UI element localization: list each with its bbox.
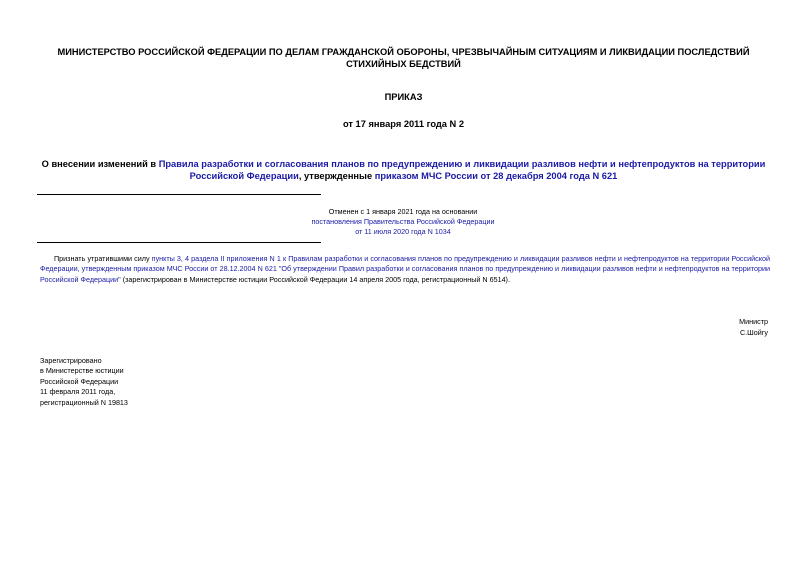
cancellation-text: Отменен с 1 января 2021 года на основании xyxy=(328,207,478,216)
cancellation-note xyxy=(203,207,603,237)
subject-middle: , утвержденные xyxy=(298,171,375,181)
cancellation-link-line2[interactable]: от 11 июля 2020 года N 1034 xyxy=(355,227,451,236)
body-text-start: Признать утратившими силу xyxy=(54,254,152,263)
signatory-name: С.Шойгу xyxy=(739,327,768,337)
body-paragraph xyxy=(40,254,770,285)
order-link[interactable]: приказом МЧС России от 28 декабря 2004 года N 621 xyxy=(374,171,618,181)
registration-date: 11 февраля 2011 года, xyxy=(40,387,116,397)
registration-line: Зарегистрировано xyxy=(40,356,102,365)
registration-line: в Министерстве юстиции xyxy=(40,366,124,376)
registration-block xyxy=(40,356,128,408)
body-text-end: (зарегистрирован в Министерстве юстиции Российской Федерации 14 апреля 2005 года, регистрационный N 6514). xyxy=(120,274,510,284)
repealed-points-link[interactable]: пункты 3, 4 раздела II приложения N 1 к Правилам разработки и согласования планов по предупреждению и ликвидации разливов нефти и нефтепродуктов на территории Российской Федерации, утвержденным приказом МЧС России от 28.12.2004 N 621 "Об утверждении Правил разработки и согласования планов по предупреждению и ликвидации разливов нефти и нефтепродуктов на территории Российской Федерации" xyxy=(40,254,770,284)
registration-line: Российской Федерации xyxy=(40,376,119,386)
signatory-title: Министр xyxy=(739,317,768,326)
document-date: от 17 января 2011 года N 2 xyxy=(342,119,465,129)
ministry-header: МИНИСТЕРСТВО РОССИЙСКОЙ ФЕДЕРАЦИИ ПО ДЕЛАМ ГРАЖДАНСКОЙ ОБОРОНЫ, ЧРЕЗВЫЧАЙНЫМ СИТУАЦИЯМ И ЛИКВИДАЦИИ ПОСЛЕДСТВИЙ СТИХИЙНЫХ БЕДСТВИЙ xyxy=(57,47,750,69)
document-type: ПРИКАЗ xyxy=(384,92,423,102)
cancellation-link-line1[interactable]: постановления Правительства Российской Федерации xyxy=(311,217,495,226)
document-subject xyxy=(40,158,767,182)
subject-prefix: О внесении изменений в xyxy=(41,159,159,169)
rules-link[interactable]: Правила разработки и согласования планов по предупреждению и ликвидации разливов нефти и нефтепродуктов на территории Российской Федерации xyxy=(158,159,766,181)
registration-number: регистрационный N 19813 xyxy=(40,397,128,407)
signature-block xyxy=(739,317,768,338)
divider-top xyxy=(37,194,321,195)
divider-bottom xyxy=(37,242,321,243)
